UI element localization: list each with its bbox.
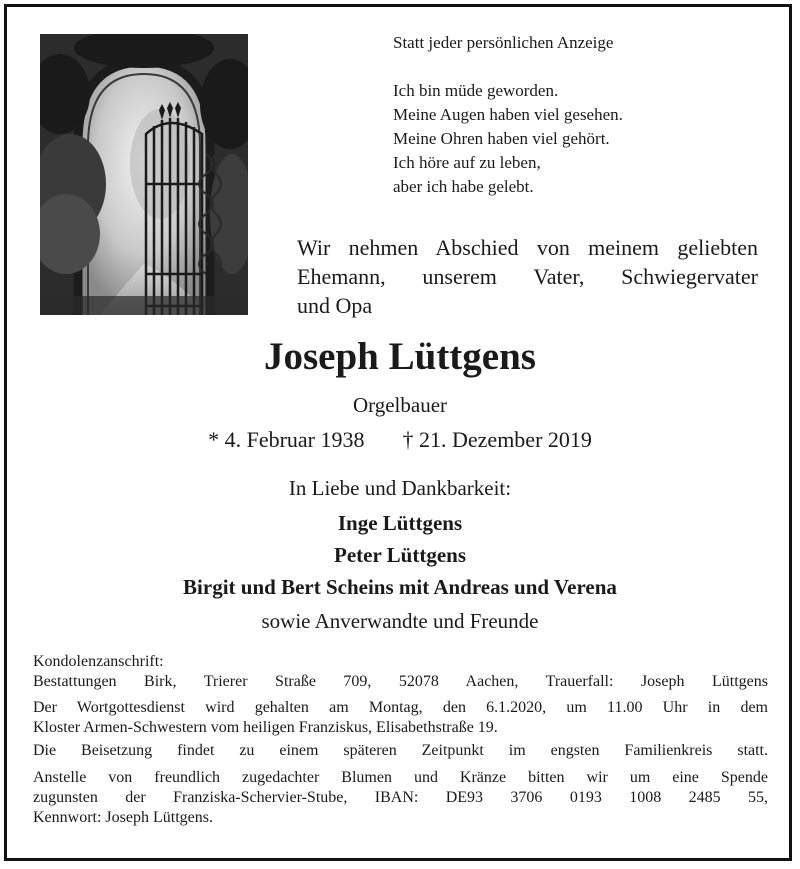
- life-dates: [0, 425, 800, 455]
- burial-line: Die Beisetzung findet zu einem späteren Zeitpunkt im engsten Familienkreis statt.: [33, 742, 768, 759]
- service-block: [33, 698, 768, 738]
- mourner-name: Inge Lüttgens: [337, 511, 463, 535]
- service-line: Kloster Armen-Schwestern vom heiligen Franziskus, Elisabethstraße 19.: [33, 719, 498, 736]
- donation-line: zugunsten der Franziska-Schervier-Stube, IBAN: DE93 3706 0193 1008 2485 55,: [33, 789, 768, 806]
- burial-block: [33, 741, 768, 761]
- poem-line: aber ich habe gelebt.: [393, 177, 534, 196]
- farewell-line: Wir nehmen Abschied von meinem geliebten: [297, 235, 758, 260]
- farewell-line: Ehemann, unserem Vater, Schwiegervater: [297, 264, 758, 289]
- relatives-line: sowie Anverwandte und Freunde: [261, 609, 539, 633]
- service-line: Der Wortgottesdienst wird gehalten am Montag, den 6.1.2020, um 11.00 Uhr in dem: [33, 699, 768, 716]
- poem-line: Ich höre auf zu leben,: [393, 153, 541, 172]
- mourner-name: Birgit und Bert Scheins mit Andreas und Verena: [183, 575, 617, 599]
- mourner-name: Peter Lüttgens: [334, 543, 466, 567]
- farewell-line: und Opa: [297, 293, 373, 318]
- deceased-name: Joseph Lüttgens: [264, 335, 536, 378]
- deceased-profession: Orgelbauer: [352, 393, 448, 417]
- poem: [393, 79, 623, 199]
- poem-line: Ich bin müde geworden.: [393, 81, 559, 100]
- birth-date: * 4. Februar 1938: [208, 427, 365, 452]
- condolence-label: Kondolenzanschrift:: [33, 653, 164, 670]
- donation-line: Anstelle von freundlich zugedachter Blumen und Kränze bitten wir um eine Spende: [33, 769, 768, 786]
- condolence-block: [33, 652, 768, 692]
- donation-line: Kennwort: Joseph Lüttgens.: [33, 809, 213, 826]
- intro-text: Statt jeder persönlichen Anzeige: [393, 33, 614, 52]
- poem-line: Meine Ohren haben viel gehört.: [393, 129, 610, 148]
- poem-line: Meine Augen haben viel gesehen.: [393, 105, 623, 124]
- mourners-intro: In Liebe und Dankbarkeit:: [288, 476, 512, 500]
- condolence-address: Bestattungen Birk, Trierer Straße 709, 52078 Aachen, Trauerfall: Joseph Lüttgens: [33, 673, 768, 690]
- farewell-text: [297, 233, 758, 320]
- donation-block: [33, 768, 768, 828]
- death-date: † 21. Dezember 2019: [402, 427, 592, 452]
- garden-gate-photo: [40, 34, 248, 315]
- garden-gate-image: [40, 34, 248, 315]
